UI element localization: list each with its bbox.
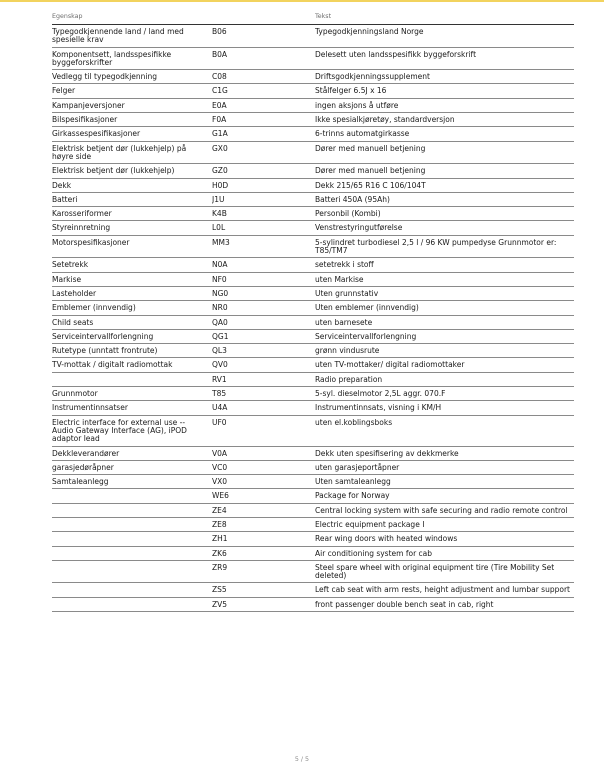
header-property: Egenskap — [52, 10, 212, 25]
cell-code: QG1 — [212, 329, 315, 343]
table-row — [52, 25, 574, 48]
cell-text: Ikke spesialkjøretøy, standardversjon — [315, 113, 574, 127]
cell-property: Styreinnretning — [52, 221, 212, 235]
cell-property: Felger — [52, 84, 212, 98]
cell-text: Typegodkjenningsland Norge — [315, 25, 574, 48]
cell-property: Vedlegg til typegodkjenning — [52, 70, 212, 84]
cell-property: Serviceintervallforlengning — [52, 329, 212, 343]
cell-code: QA0 — [212, 315, 315, 329]
cell-text: Driftsgodkjenningssupplement — [315, 70, 574, 84]
table-row — [52, 272, 574, 286]
cell-text: grønn vindusrute — [315, 344, 574, 358]
table-row — [52, 207, 574, 221]
cell-text: Batteri 450A (95Ah) — [315, 192, 574, 206]
table-header-row — [52, 10, 574, 25]
header-code — [212, 10, 315, 25]
cell-property: Elektrisk betjent dør (lukkehjelp) — [52, 164, 212, 178]
cell-code: V0A — [212, 446, 315, 460]
cell-code: QL3 — [212, 344, 315, 358]
table-row — [52, 98, 574, 112]
cell-property: Kampanjeversjoner — [52, 98, 212, 112]
cell-text: Electric equipment package I — [315, 517, 574, 531]
table-row — [52, 475, 574, 489]
cell-property: Samtaleanlegg — [52, 475, 212, 489]
cell-property — [52, 532, 212, 546]
cell-code: NF0 — [212, 272, 315, 286]
cell-property — [52, 503, 212, 517]
cell-property: Girkassespesifikasjoner — [52, 127, 212, 141]
table-row — [52, 583, 574, 597]
cell-text: Dører med manuell betjening — [315, 164, 574, 178]
table-row — [52, 415, 574, 446]
table-row — [52, 70, 574, 84]
cell-property — [52, 372, 212, 386]
cell-text: Uten grunnstativ — [315, 286, 574, 300]
cell-property: Lasteholder — [52, 286, 212, 300]
cell-code: GZ0 — [212, 164, 315, 178]
cell-code: RV1 — [212, 372, 315, 386]
cell-code: ZH1 — [212, 532, 315, 546]
table-row — [52, 517, 574, 531]
table-row — [52, 127, 574, 141]
equipment-table — [52, 10, 574, 612]
cell-text: uten barnesete — [315, 315, 574, 329]
cell-code: ZE8 — [212, 517, 315, 531]
cell-text: Dører med manuell betjening — [315, 141, 574, 164]
cell-code: G1A — [212, 127, 315, 141]
top-accent-rule — [0, 0, 604, 2]
equipment-table-container — [52, 10, 574, 612]
cell-text: Venstrestyringutførelse — [315, 221, 574, 235]
cell-property: Rutetype (unntatt frontrute) — [52, 344, 212, 358]
cell-property: Instrumentinnsatser — [52, 401, 212, 415]
cell-property — [52, 546, 212, 560]
cell-property: Child seats — [52, 315, 212, 329]
cell-property: Komponentsett, landsspesifikke byggeforskrifter — [52, 47, 212, 70]
cell-code: QV0 — [212, 358, 315, 372]
cell-property: Grunnmotor — [52, 387, 212, 401]
table-row — [52, 178, 574, 192]
cell-code: VC0 — [212, 460, 315, 474]
cell-property: Batteri — [52, 192, 212, 206]
cell-property: Setetrekk — [52, 258, 212, 272]
cell-code: B0A — [212, 47, 315, 70]
table-row — [52, 329, 574, 343]
cell-text: 5-syl. dieselmotor 2,5L aggr. 070.F — [315, 387, 574, 401]
cell-code: UF0 — [212, 415, 315, 446]
table-row — [52, 344, 574, 358]
cell-code: E0A — [212, 98, 315, 112]
cell-text: 5-sylindret turbodiesel 2,5 l / 96 KW pumpedyse Grunnmotor er: T85/TM7 — [315, 235, 574, 258]
cell-code: J1U — [212, 192, 315, 206]
cell-code: L0L — [212, 221, 315, 235]
cell-text: Uten emblemer (innvendig) — [315, 301, 574, 315]
cell-code: K4B — [212, 207, 315, 221]
cell-code: B06 — [212, 25, 315, 48]
cell-text: Steel spare wheel with original equipment tire (Tire Mobility Set deleted) — [315, 560, 574, 583]
cell-text: ingen aksjons å utføre — [315, 98, 574, 112]
cell-property: Electric interface for external use -- Audio Gateway Interface (AG), iPOD adaptor lead — [52, 415, 212, 446]
table-row — [52, 489, 574, 503]
cell-text: Uten samtaleanlegg — [315, 475, 574, 489]
cell-text: front passenger double bench seat in cab, right — [315, 597, 574, 611]
cell-property: Elektrisk betjent dør (lukkehjelp) på høyre side — [52, 141, 212, 164]
table-row — [52, 301, 574, 315]
table-row — [52, 164, 574, 178]
cell-text: Central locking system with safe securing and radio remote control — [315, 503, 574, 517]
cell-property: Motorspesifikasjoner — [52, 235, 212, 258]
cell-text: Delesett uten landsspesifikk byggeforskrift — [315, 47, 574, 70]
cell-code: C08 — [212, 70, 315, 84]
cell-text: uten TV-mottaker/ digital radiomottaker — [315, 358, 574, 372]
table-row — [52, 532, 574, 546]
table-row — [52, 597, 574, 611]
table-row — [52, 258, 574, 272]
cell-text: Instrumentinnsats, visning i KM/H — [315, 401, 574, 415]
cell-text: Dekk 215/65 R16 C 106/104T — [315, 178, 574, 192]
table-row — [52, 503, 574, 517]
cell-property: Typegodkjennende land / land med spesielle krav — [52, 25, 212, 48]
cell-property — [52, 597, 212, 611]
table-row — [52, 235, 574, 258]
cell-property: Dekkleverandører — [52, 446, 212, 460]
cell-code: C1G — [212, 84, 315, 98]
cell-code: ZV5 — [212, 597, 315, 611]
cell-text: uten garasjeportåpner — [315, 460, 574, 474]
cell-property — [52, 583, 212, 597]
cell-text: Radio preparation — [315, 372, 574, 386]
cell-property — [52, 489, 212, 503]
table-row — [52, 286, 574, 300]
table-row — [52, 546, 574, 560]
table-row — [52, 446, 574, 460]
cell-text: uten Markise — [315, 272, 574, 286]
table-row — [52, 84, 574, 98]
cell-text: Package for Norway — [315, 489, 574, 503]
table-row — [52, 387, 574, 401]
table-row — [52, 315, 574, 329]
cell-code: N0A — [212, 258, 315, 272]
cell-text: Left cab seat with arm rests, height adjustment and lumbar support — [315, 583, 574, 597]
cell-text: uten el.koblingsboks — [315, 415, 574, 446]
cell-text: 6-trinns automatgirkasse — [315, 127, 574, 141]
cell-property — [52, 517, 212, 531]
table-row — [52, 192, 574, 206]
cell-code: GX0 — [212, 141, 315, 164]
cell-code: WE6 — [212, 489, 315, 503]
cell-code: MM3 — [212, 235, 315, 258]
cell-code: ZK6 — [212, 546, 315, 560]
table-row — [52, 358, 574, 372]
table-row — [52, 141, 574, 164]
cell-code: F0A — [212, 113, 315, 127]
page-number: 5 / 5 — [294, 756, 310, 763]
cell-text: Serviceintervallforlengning — [315, 329, 574, 343]
cell-code: VX0 — [212, 475, 315, 489]
cell-text: Dekk uten spesifisering av dekkmerke — [315, 446, 574, 460]
cell-property: TV-mottak / digitalt radiomottak — [52, 358, 212, 372]
table-row — [52, 47, 574, 70]
cell-text: Stålfelger 6.5J x 16 — [315, 84, 574, 98]
cell-property: Karosseriformer — [52, 207, 212, 221]
cell-code: H0D — [212, 178, 315, 192]
header-text: Tekst — [315, 10, 574, 25]
cell-code: ZR9 — [212, 560, 315, 583]
table-row — [52, 401, 574, 415]
cell-text: Rear wing doors with heated windows — [315, 532, 574, 546]
cell-code: NG0 — [212, 286, 315, 300]
cell-property: Markise — [52, 272, 212, 286]
table-row — [52, 560, 574, 583]
cell-code: NR0 — [212, 301, 315, 315]
cell-text: setetrekk i stoff — [315, 258, 574, 272]
cell-property — [52, 560, 212, 583]
cell-code: ZS5 — [212, 583, 315, 597]
cell-property: Dekk — [52, 178, 212, 192]
table-row — [52, 460, 574, 474]
table-row — [52, 372, 574, 386]
cell-code: U4A — [212, 401, 315, 415]
cell-property: Emblemer (innvendig) — [52, 301, 212, 315]
cell-code: T85 — [212, 387, 315, 401]
cell-code: ZE4 — [212, 503, 315, 517]
table-row — [52, 113, 574, 127]
cell-property: Bilspesifikasjoner — [52, 113, 212, 127]
cell-text: Personbil (Kombi) — [315, 207, 574, 221]
cell-text: Air conditioning system for cab — [315, 546, 574, 560]
table-row — [52, 221, 574, 235]
cell-property: garasjedøråpner — [52, 460, 212, 474]
